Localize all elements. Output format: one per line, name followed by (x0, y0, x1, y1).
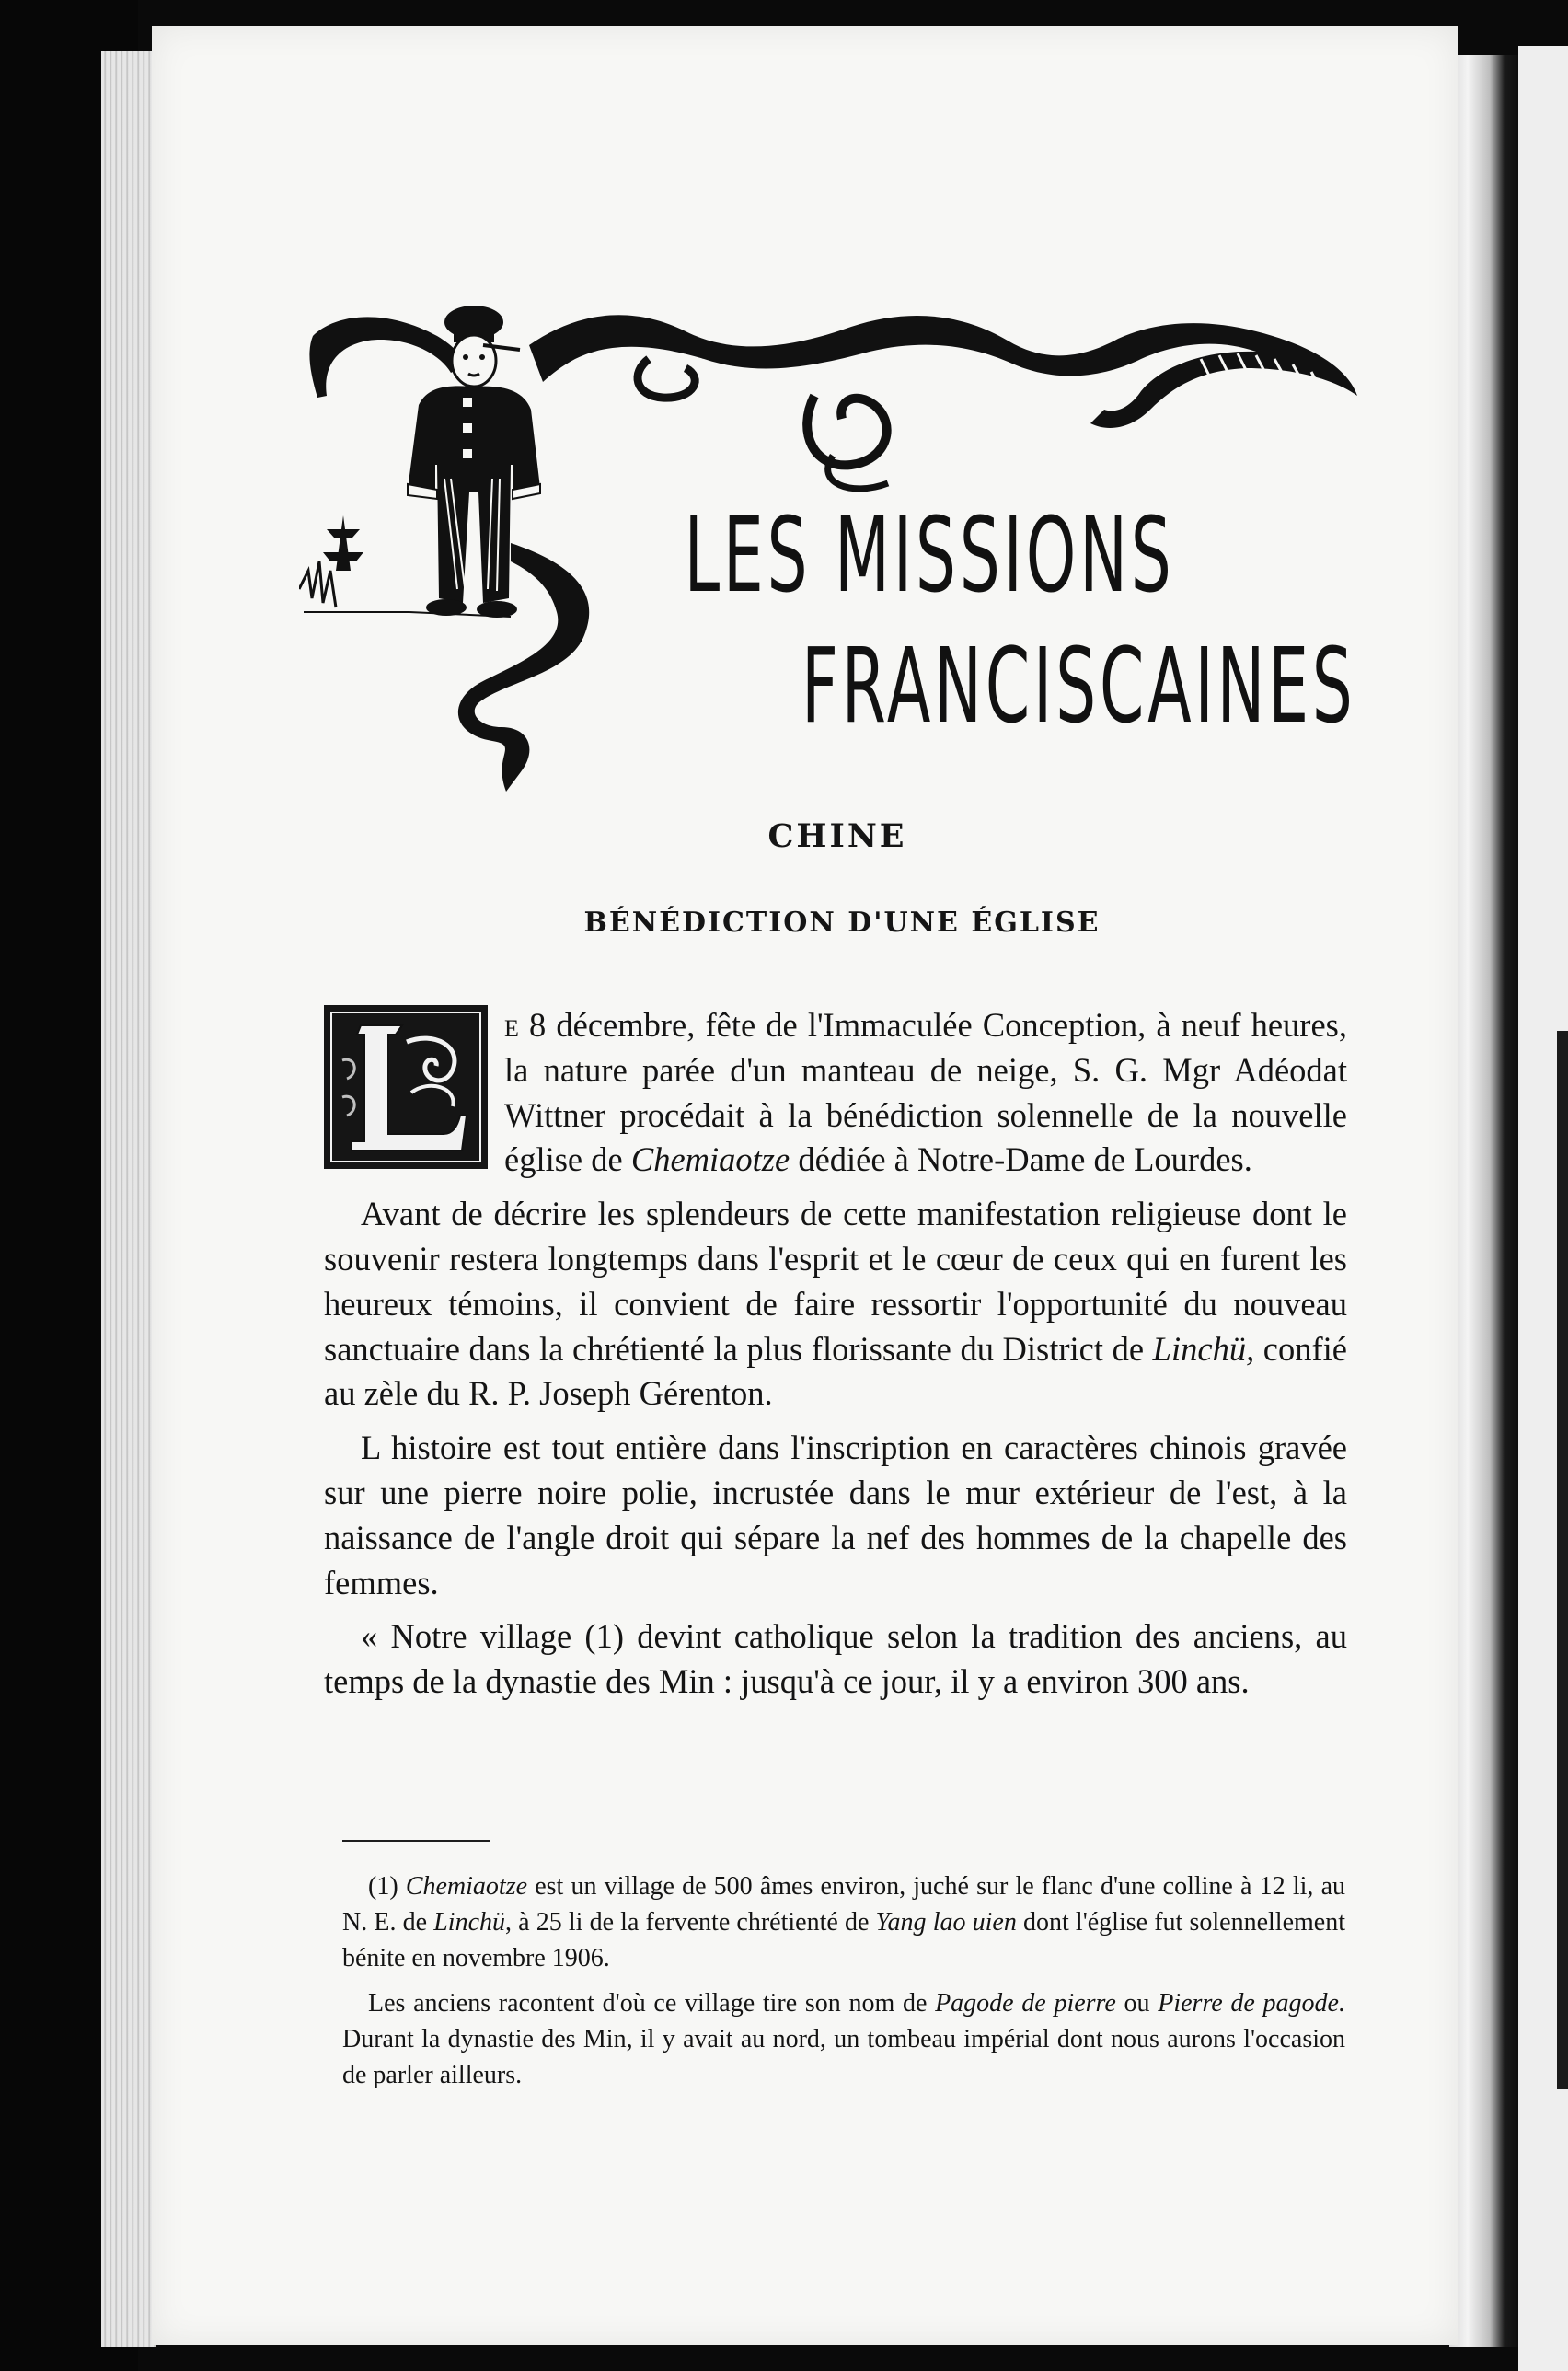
section-heading-country: CHINE (767, 817, 907, 855)
paragraph-1-lead: e (504, 1006, 519, 1044)
footnote-name-pierre-de-pagode: Pierre de pagode. (1158, 1989, 1345, 2018)
footnote-name-pagode-de-pierre: Pagode de pierre (935, 1989, 1116, 2018)
footnote-place-chemiaotze: Chemiaotze (405, 1872, 528, 1901)
paragraph-2 (324, 1192, 1347, 1417)
paragraph-1 (324, 1003, 1347, 1183)
place-name-chemiaotze: Chemiaotze (630, 1140, 790, 1179)
footnote-1-text-b: , à 25 li de la fervente chrétienté de (505, 1908, 876, 1937)
facing-page-border (1557, 1031, 1568, 2089)
footnote-1-text-c: dont l'église fut solennellement bénite en novembre 1906. (342, 1908, 1345, 1972)
article-subtitle: BÉNÉDICTION D'UNE ÉGLISE (583, 907, 1101, 939)
footnote-2-text-b: ou (1115, 1989, 1159, 2018)
footnote-1-mark: (1) (368, 1872, 406, 1901)
footnotes (342, 1868, 1345, 2102)
paragraph-1-text-a: 8 décembre, fête de l'Immaculée Conception, à neuf heures, la nature parée d'un manteau de neige, S. G. Mgr Adéodat Wittner procédait à la bénédiction solennelle de la nouvelle église de (504, 1006, 1347, 1179)
place-name-linchu: Linchü, (1152, 1329, 1255, 1368)
footnote-1-text-a: est un village de 500 âmes environ, juché sur le flanc d'une colline à 12 li, au N. E. de (342, 1872, 1345, 1937)
ornate-dropcap-letter-icon (324, 1005, 488, 1169)
main-title-line-2: FRANCISCAINES (801, 627, 1356, 746)
page-stack-edges (101, 51, 156, 2347)
paragraph-2-text-a: Avant de décrire les splendeurs de cette manifestation religieuse dont le souvenir restera longtemps dans l'esprit et le cœur de ceux qui en furent les heureux témoins, il convient de faire ressortir l'opportunité du nouveau sanctuaire dans la chrétienté la plus florissante du District de (324, 1195, 1347, 1368)
paragraph-3: L histoire est tout entière dans l'inscription en caractères chinois gravée sur une pierre noire polie, incrustée dans le mur extérieur de l'est, à la naissance de l'angle droit qui sépare la nef des hommes de la chapelle des femmes. (324, 1428, 1347, 1602)
book-gutter (1449, 55, 1523, 2347)
footnote-place-yang-lao-uien: Yang lao uien (875, 1908, 1017, 1937)
footnote-2-text-a: Les anciens racontent d'où ce village tire son nom de (368, 1989, 936, 2018)
paragraph-2-text-b: confié au zèle du R. P. Joseph Gérenton. (324, 1329, 1347, 1413)
main-title-line-1: LES MISSIONS (684, 496, 1175, 616)
footnote-divider (342, 1840, 490, 1842)
footnote-2 (342, 1985, 1345, 2093)
paragraph-4: « Notre village (1) devint catholique selon la tradition des anciens, au temps de la dynastie des Min : jusqu'à ce jour, il y a environ 300 ans. (324, 1617, 1347, 1701)
footnote-2-text-c: Durant la dynastie des Min, il y avait au nord, un tombeau impérial dont nous aurons l'occasion de parler ailleurs. (342, 2025, 1345, 2089)
article-body (324, 1003, 1347, 1714)
footnote-place-linchu: Linchü (433, 1908, 505, 1937)
paragraph-1-text-b: dédiée à Notre-Dame de Lourdes. (790, 1140, 1252, 1179)
footnote-1 (342, 1868, 1345, 1976)
